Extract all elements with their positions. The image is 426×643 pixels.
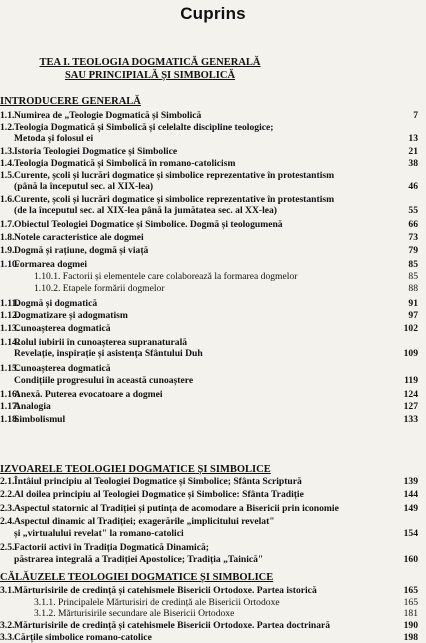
entry-number: 3.1. (0, 585, 15, 596)
entry-number: 1.18. (0, 414, 20, 425)
entry-title: (până la începutul sec. al XIX-lea) (14, 181, 154, 192)
entry-title: Cărțile simbolice romano-catolice (14, 632, 152, 643)
entry-title: Metoda și folosul ei (14, 133, 94, 144)
entry-number: 3.3. (0, 632, 15, 643)
entry-title: Dogmă și rațiune, dogmă și viață (14, 245, 149, 256)
entry-title: Rolul iubirii în cunoașterea supranaturală (14, 337, 188, 348)
entry-page-number: 97 (408, 310, 418, 321)
section-heading-guides: CĂLĂUZELE TEOLOGIEI DOGMATICE ȘI SIMBOLICE (0, 572, 274, 583)
entry-number: 1.10. (0, 259, 20, 270)
entry-page-number: 88 (408, 283, 418, 294)
entry-title: Dogmatizare și adogmatism (14, 310, 128, 321)
entry-number: 1.6. (0, 194, 15, 205)
entry-page-number: 190 (403, 620, 418, 631)
entry-number: 1.1. (0, 110, 15, 121)
entry-number: 1.7. (0, 219, 15, 230)
entry-page-number: 109 (403, 348, 418, 359)
entry-title: 3.1.2. Mărturisirile secundare ale Bisericii Ortodoxe (34, 608, 235, 619)
entry-title: Obiectul Teologiei Dogmatice și Simbolice. Dogmă și teologumenă (14, 219, 283, 230)
entry-title: (de la începutul sec. al XIX-lea până la jumătatea sec. al XX-lea) (14, 205, 277, 216)
entry-title: Teologia Dogmatică și Simbolică și celelalte discipline teologice; (14, 122, 274, 133)
entry-number: 2.3. (0, 503, 15, 514)
page-title: Cuprins (180, 4, 246, 23)
entry-page-number: 127 (403, 401, 418, 412)
entry-number: 1.17. (0, 401, 20, 412)
entry-title: Revelație, inspirație și asistența Sfântului Duh (14, 348, 203, 359)
entry-number: 3.2. (0, 620, 15, 631)
entry-title: 1.10.2. Etapele formării dogmelor (34, 283, 165, 294)
entry-page-number: 55 (408, 205, 418, 216)
entry-title: Mărturisirile de credință și catehismele Bisericii Ortodoxe. Partea doctrinară (14, 620, 331, 631)
part-heading-line2: SAU PRINCIPIALĂ ȘI SIMBOLICĂ (64, 70, 236, 81)
entry-page-number: 139 (403, 476, 418, 487)
entry-page-number: 73 (408, 232, 418, 243)
entry-page-number: 181 (403, 608, 418, 619)
entry-title: Analogia (14, 401, 51, 412)
entry-title: Factorii activi în Tradiția Dogmatică Dinamică; (14, 542, 209, 553)
entry-title: Numirea de „Teologie Dogmatică și Simbolică (14, 110, 202, 121)
entry-title: Condițiile progresului în această cunoaștere (14, 375, 194, 386)
entry-page-number: 85 (408, 259, 418, 270)
entry-title: Curente, școli și lucrări dogmatice și simbolice reprezentative în protestantism (14, 170, 335, 181)
entry-number: 1.13. (0, 323, 20, 334)
part-heading-line1: TEA I. TEOLOGIA DOGMATICĂ GENERALĂ (39, 57, 261, 68)
entry-number: 1.11. (0, 298, 19, 309)
entry-title: și „virtualului revelat" la romano-catolici (14, 528, 184, 539)
entry-page-number: 144 (403, 489, 418, 500)
entry-page-number: 66 (408, 219, 418, 230)
entry-number: 2.2. (0, 489, 15, 500)
entry-page-number: 154 (403, 528, 418, 539)
entry-title: Mărturisirile de credință și catehismele Bisericii Ortodoxe. Partea istorică (14, 585, 317, 596)
entry-number: 1.12. (0, 310, 20, 321)
entry-page-number: 7 (413, 110, 418, 121)
entry-title: Teologia Dogmatică și Simbolică în romano-catolicism (14, 158, 236, 169)
entry-number: 1.9. (0, 245, 15, 256)
entry-page-number: 79 (408, 245, 418, 256)
entry-title: 3.1.1. Principalele Mărturisiri de credință ale Bisericii Ortodoxe (34, 597, 280, 608)
entry-page-number: 38 (408, 158, 418, 169)
entry-number: 1.16. (0, 389, 20, 400)
entry-title: Istoria Teologiei Dogmatice și Simbolice (14, 146, 178, 157)
entry-title: Notele caracteristice ale dogmei (14, 232, 144, 243)
entry-number: 1.5. (0, 170, 15, 181)
section-heading-sources: IZVOARELE TEOLOGIEI DOGMATICE ȘI SIMBOLICE (0, 464, 271, 475)
entry-number: 1.8. (0, 232, 15, 243)
entry-page-number: 85 (408, 271, 418, 282)
entry-page-number: 119 (404, 375, 418, 386)
entry-number: 1.3. (0, 146, 15, 157)
entry-number: 1.15. (0, 363, 20, 374)
entry-title: Al doilea principiu al Teologiei Dogmatice și Simbolice: Sfânta Tradiție (14, 489, 304, 500)
entry-title: Dogmă și dogmatică (14, 298, 98, 309)
entry-page-number: 13 (408, 133, 418, 144)
entry-number: 2.1. (0, 476, 15, 487)
entry-page-number: 165 (403, 585, 418, 596)
entry-number: 1.4. (0, 158, 15, 169)
entry-page-number: 160 (403, 554, 418, 565)
entry-title: păstrarea integrală a Tradiției Apostolice; Tradiția „Tainică" (14, 554, 264, 565)
entry-number: 2.5. (0, 542, 15, 553)
entry-title: Întâiul principiu al Teologiei Dogmatice și Simbolice; Sfânta Scriptură (14, 476, 302, 487)
entry-page-number: 165 (403, 597, 418, 608)
entry-title: 1.10.1. Factorii și elementele care colaborează la formarea dogmelor (34, 271, 298, 282)
entry-page-number: 124 (403, 389, 418, 400)
entry-title: Simbolismul (14, 414, 66, 425)
entry-page-number: 91 (408, 298, 418, 309)
entry-title: Aspectul statornic al Tradiției și putința de acomodare a Bisericii prin iconomie (14, 503, 339, 514)
entry-title: Curente, școli și lucrări dogmatice și simbolice reprezentative în protestantism (14, 194, 335, 205)
entry-title: Cunoașterea dogmatică (14, 323, 111, 334)
entry-title: Formarea dogmei (14, 259, 88, 270)
entry-title: Anexă. Puterea evocatoare a dogmei (14, 389, 163, 400)
entry-number: 1.2. (0, 122, 15, 133)
entry-page-number: 21 (408, 146, 418, 157)
entry-page-number: 102 (403, 323, 418, 334)
section-heading-introduction: INTRODUCERE GENERALĂ (0, 96, 141, 107)
entry-page-number: 198 (403, 632, 418, 643)
entry-page-number: 149 (403, 503, 418, 514)
entry-number: 2.4. (0, 516, 15, 527)
entry-number: 1.14. (0, 337, 20, 348)
entry-title: Aspectul dinamic al Tradiției; exagerările „implicitului revelat" (14, 516, 275, 527)
entry-title: Cunoașterea dogmatică (14, 363, 111, 374)
entry-page-number: 133 (403, 414, 418, 425)
entry-page-number: 46 (408, 181, 418, 192)
